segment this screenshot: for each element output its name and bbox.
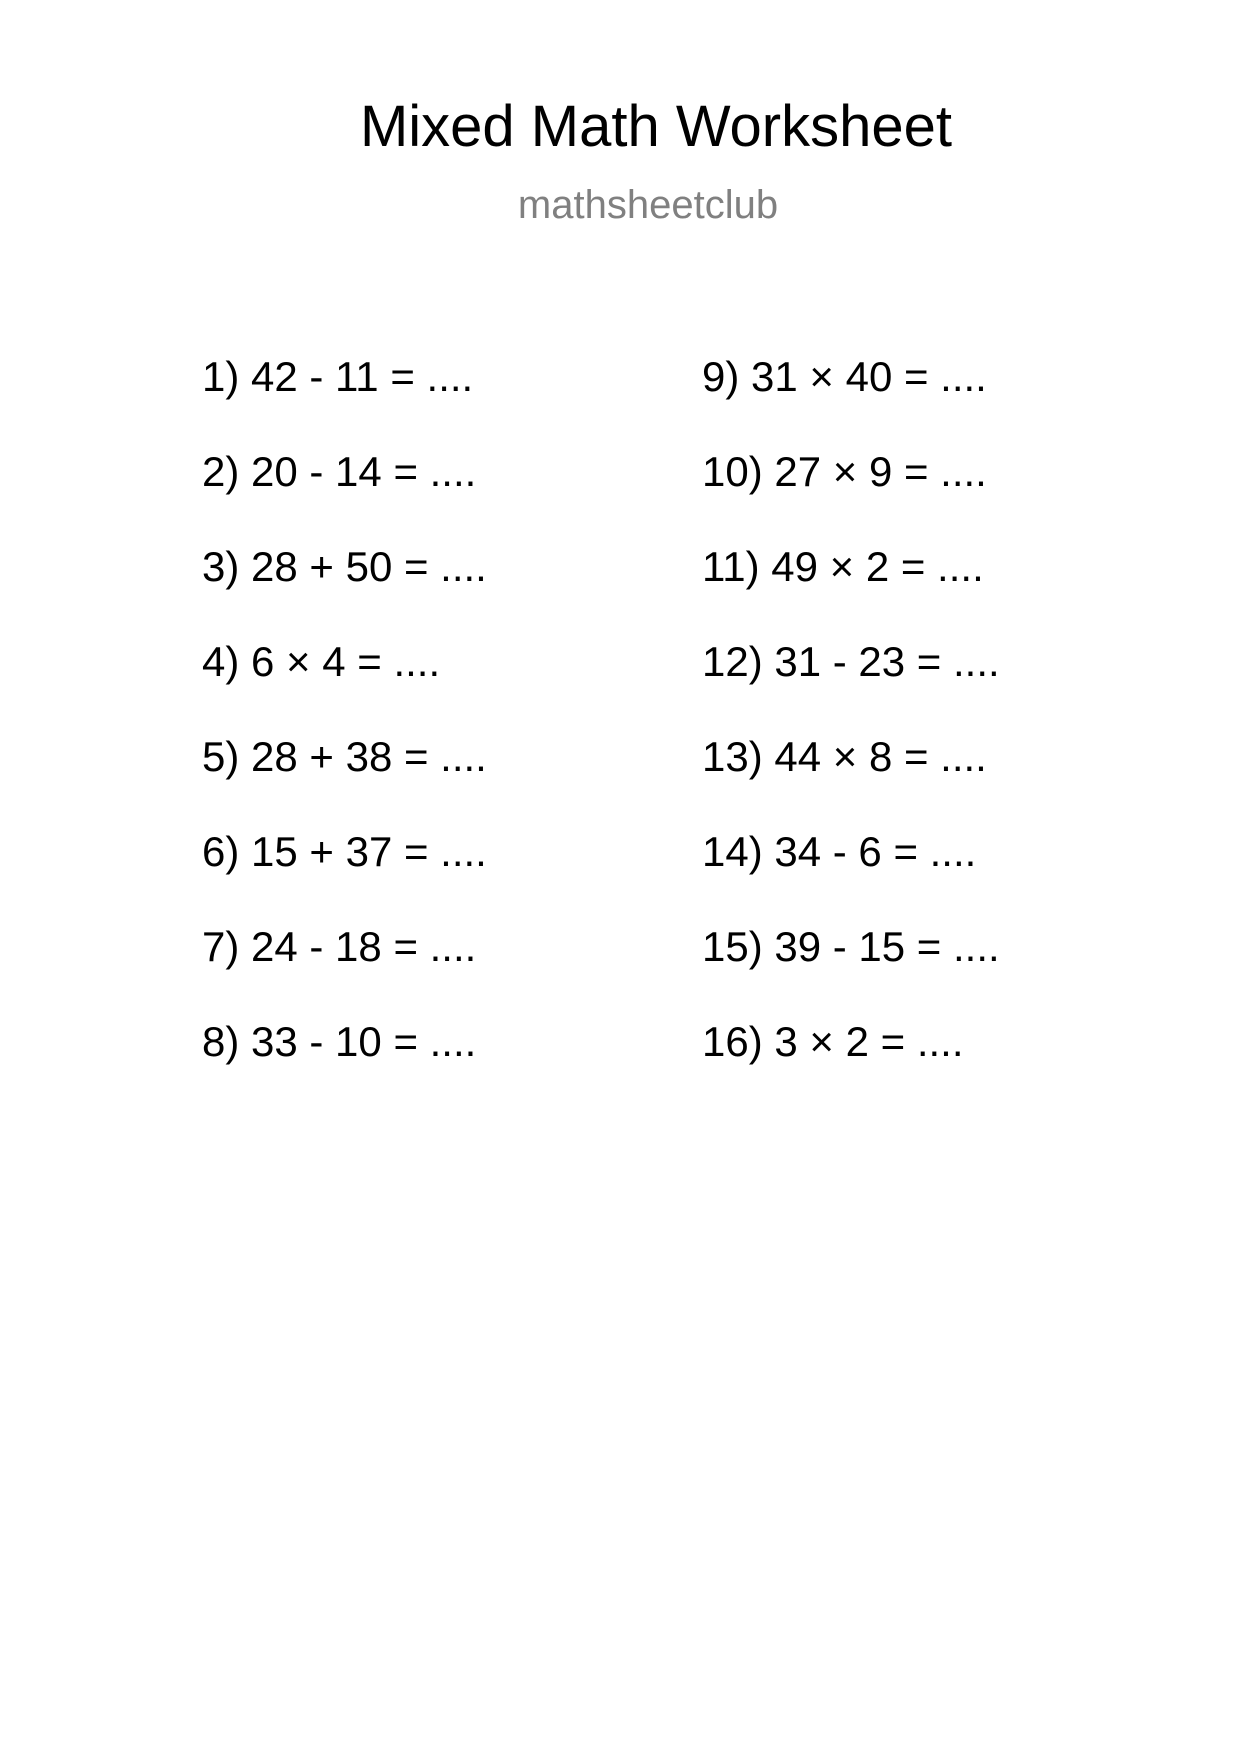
math-problem-10: 10) 27 × 9 = .... [702, 448, 987, 495]
math-problem-13: 13) 44 × 8 = .... [702, 733, 987, 780]
math-problem-1: 1) 42 - 11 = .... [202, 353, 474, 400]
math-problem-4: 4) 6 × 4 = .... [202, 638, 441, 685]
math-problem-7: 7) 24 - 18 = .... [202, 923, 477, 970]
math-problem-2: 2) 20 - 14 = .... [202, 448, 477, 495]
math-problem-3: 3) 28 + 50 = .... [202, 543, 487, 590]
worksheet-title: Mixed Math Worksheet [359, 94, 953, 159]
math-problem-14: 14) 34 - 6 = .... [702, 828, 977, 875]
worksheet-source: mathsheetclub [517, 183, 779, 227]
math-problem-16: 16) 3 × 2 = .... [702, 1018, 964, 1065]
math-problem-11: 11) 49 × 2 = .... [702, 543, 984, 590]
math-problem-6: 6) 15 + 37 = .... [202, 828, 487, 875]
math-problem-15: 15) 39 - 15 = .... [702, 923, 1000, 970]
math-problem-9: 9) 31 × 40 = .... [702, 353, 987, 400]
problem-column-right [702, 353, 1000, 1116]
math-problem-12: 12) 31 - 23 = .... [702, 638, 1000, 685]
math-problem-5: 5) 28 + 38 = .... [202, 733, 487, 780]
math-problem-8: 8) 33 - 10 = .... [202, 1018, 477, 1065]
problem-column-left [202, 353, 487, 1116]
